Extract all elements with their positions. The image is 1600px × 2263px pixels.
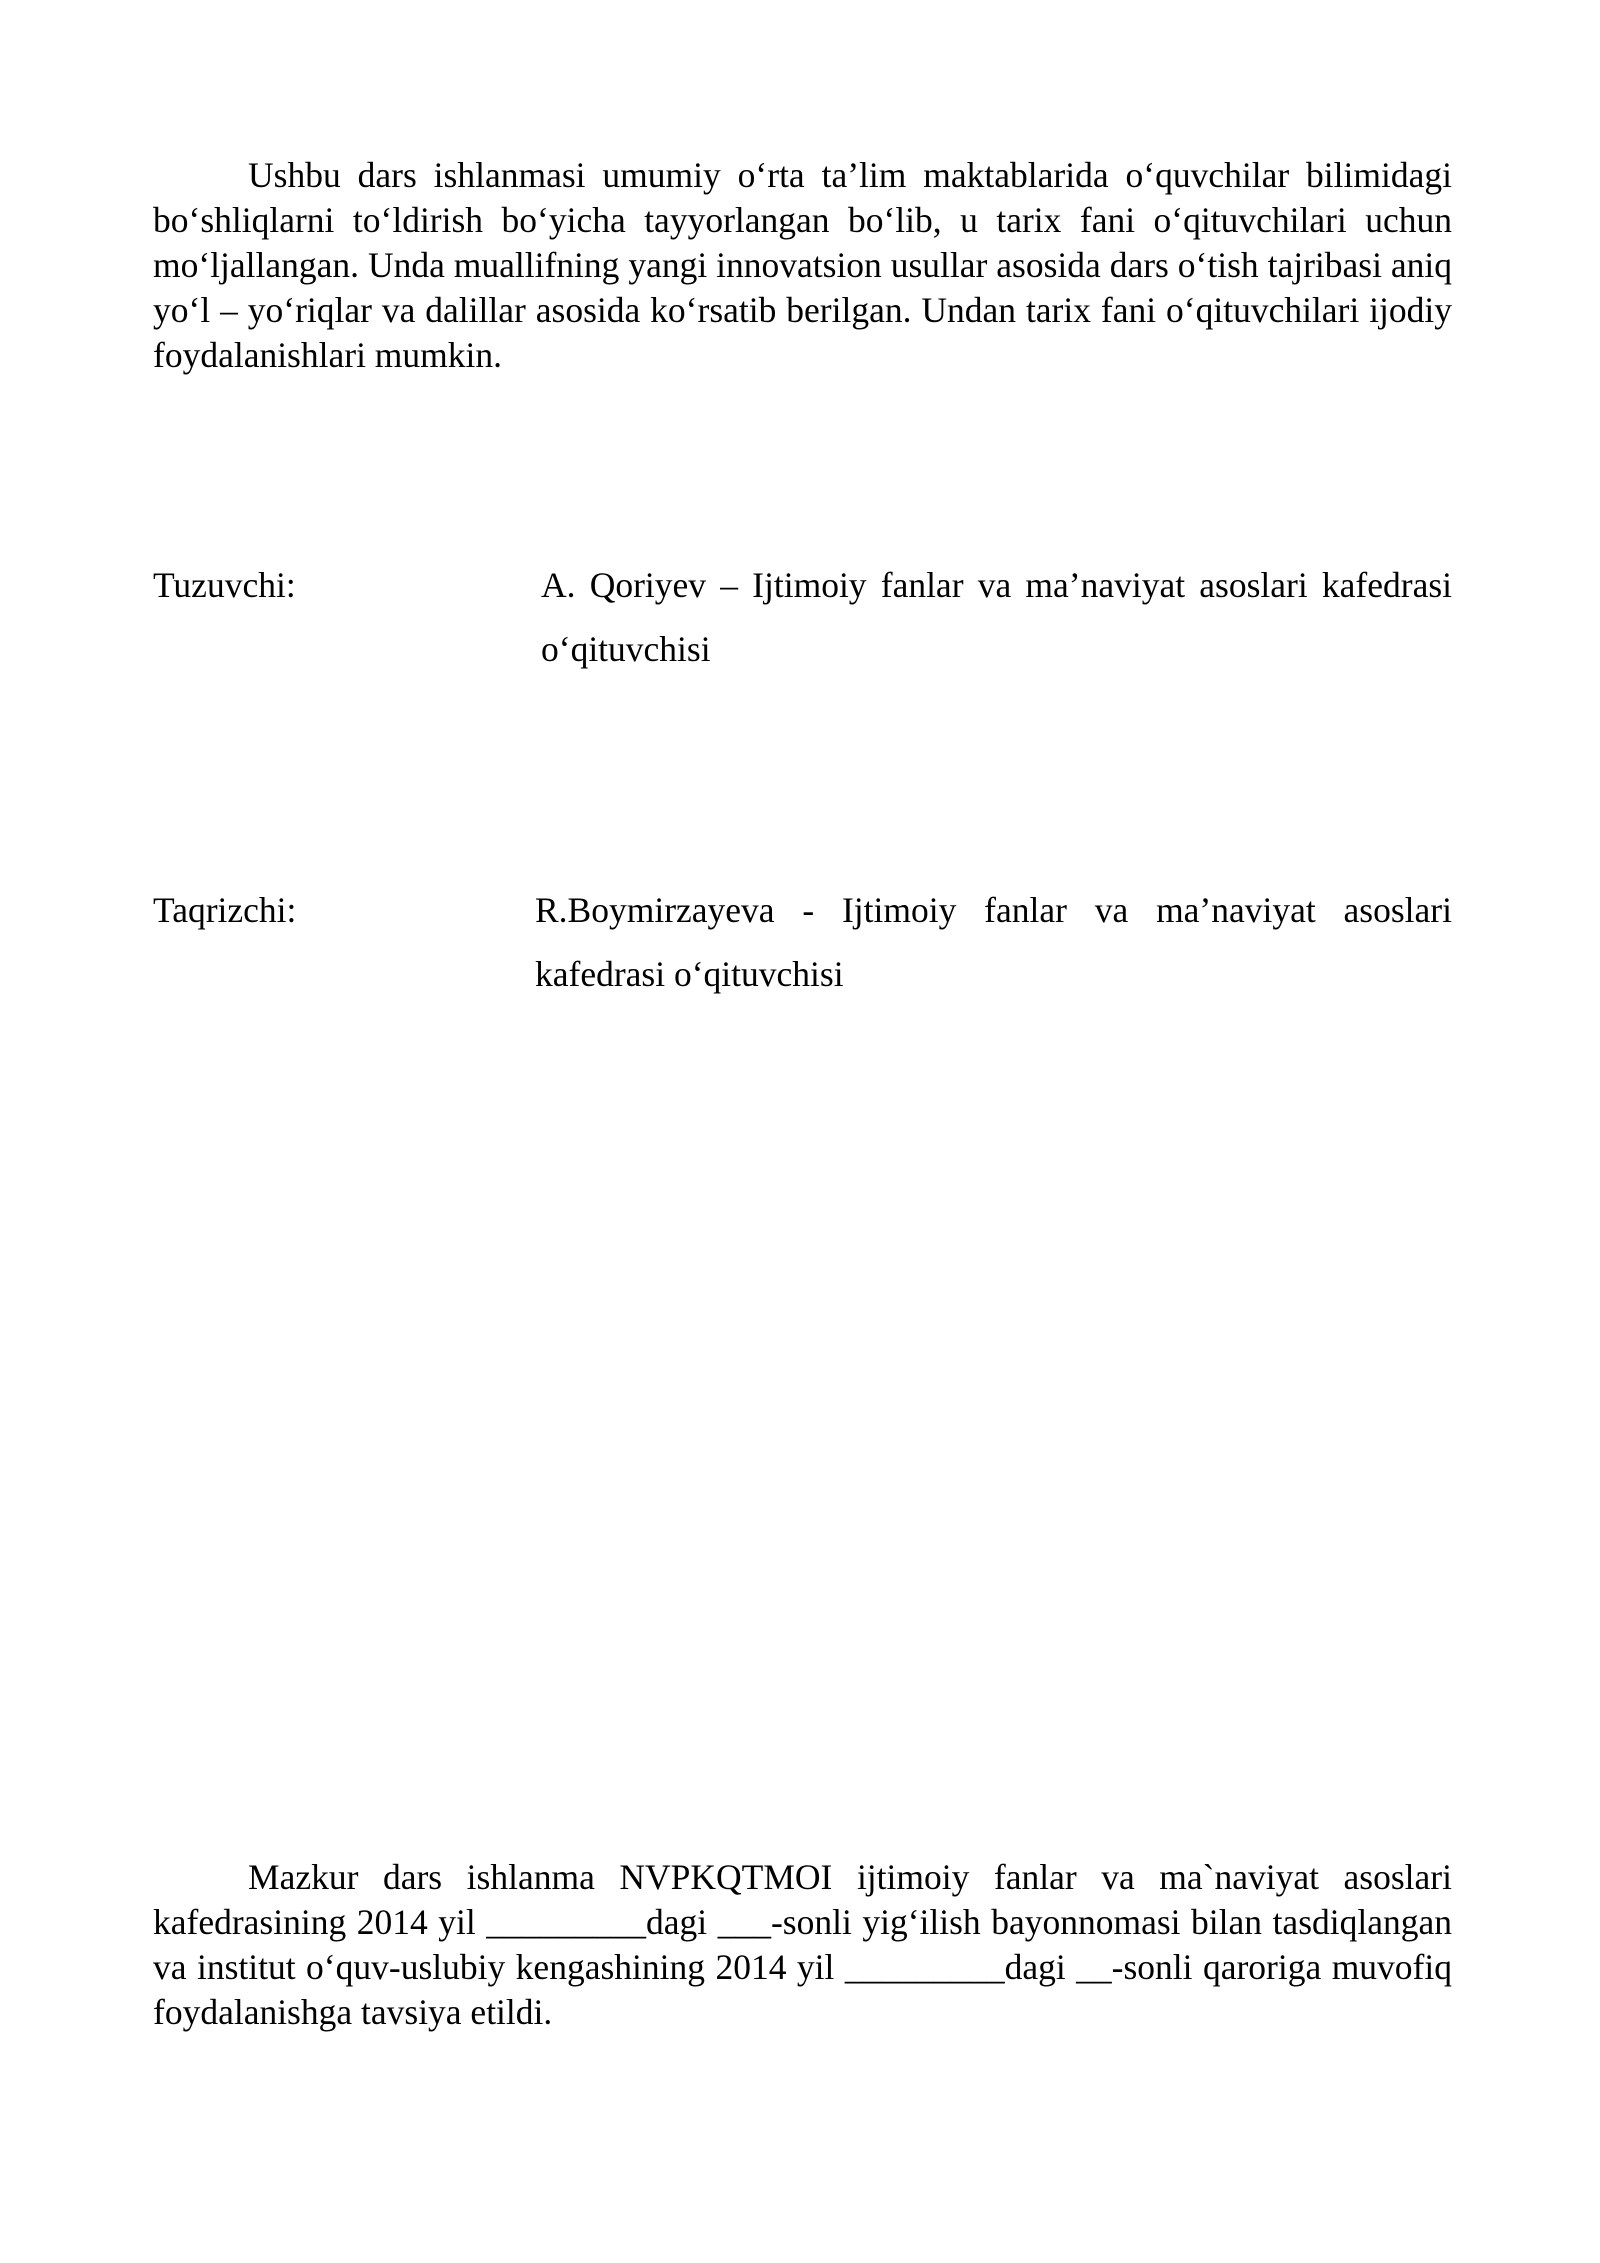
reviewer-text: R.Boymirzayeva - Ijtimoiy fanlar va ma’naviyat asoslari kafedrasi o‘qituvchisi bbox=[535, 890, 1452, 994]
compiler-text: A. Qoriyev – Ijtimoiy fanlar va ma’naviyat asoslari kafedrasi o‘qituvchisi bbox=[541, 565, 1452, 669]
reviewer-label: Taqrizchi: bbox=[153, 890, 297, 930]
compiler-label: Tuzuvchi: bbox=[153, 565, 296, 605]
intro-paragraph: Ushbu dars ishlanmasi umumiy o‘rta ta’lim maktablarida o‘quvchilar bilimidagi bo‘shliqlarni to‘ldirish bo‘yicha tayyorlangan bo‘lib, u tarix fani o‘qituvchilari uchun mo‘ljallangan. Unda muallifning yangi innovatsion usullar asosida dars o‘tish tajribasi aniq yo‘l – yo‘riqlar va dalillar asosida ko‘rsatib berilgan. Undan tarix fani o‘qituvchilari ijodiy foydalanishlari mumkin. bbox=[153, 155, 1452, 375]
approval-paragraph: Mazkur dars ishlanma NVPKQTMOI ijtimoiy fanlar va ma`naviyat asoslari kafedrasining 2014 yil _________dagi ___-sonli yig‘ilish bayonnomasi bilan tasdiqlangan va institut o‘quv-uslubiy kengashining 2014 yil _________dagi __-sonli qaroriga muvofiq foydalanishga tavsiya etildi. bbox=[153, 1857, 1452, 2032]
